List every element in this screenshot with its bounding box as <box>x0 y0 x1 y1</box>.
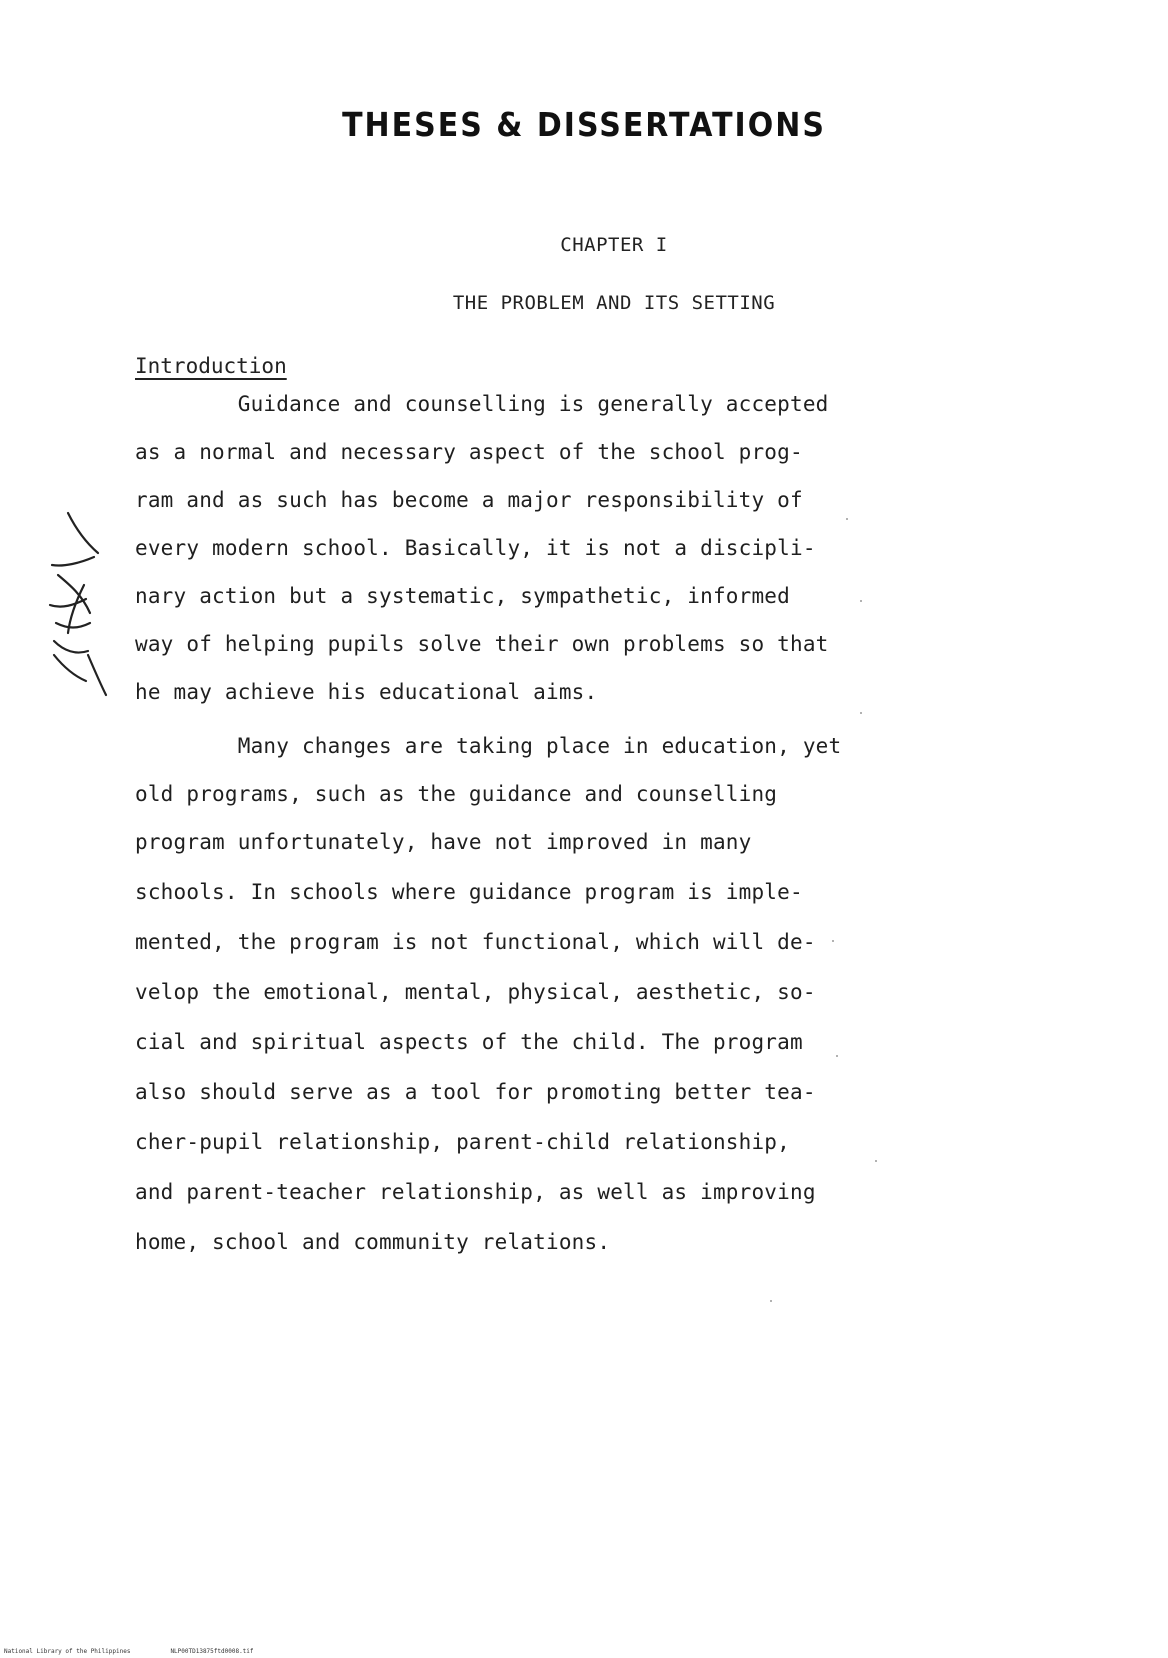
paragraph-line: every modern school. Basically, it is not a discipli- <box>135 536 816 560</box>
paragraph-line: schools. In schools where guidance program is imple- <box>135 880 803 904</box>
scan-speck <box>836 1055 838 1057</box>
footer-library: National Library of the Philippines <box>4 1648 131 1655</box>
paragraph-line: nary action but a systematic, sympathetic, informed <box>135 584 790 608</box>
paragraph-line: as a normal and necessary aspect of the school prog- <box>135 440 803 464</box>
paragraph-line: he may achieve his educational aims. <box>135 680 598 704</box>
paragraph-line: Guidance and counselling is generally accepted <box>135 392 829 416</box>
chapter-title: THE PROBLEM AND ITS SETTING <box>452 292 776 314</box>
paragraph-line: old programs, such as the guidance and counselling <box>135 782 778 806</box>
paragraph-line: also should serve as a tool for promoting better tea- <box>135 1080 816 1104</box>
paragraph-line: way of helping pupils solve their own problems so that <box>135 632 829 656</box>
section-heading: Introduction <box>135 354 287 378</box>
scan-footer <box>4 1648 254 1655</box>
paragraph-line: mented, the program is not functional, which will de- <box>135 930 816 954</box>
paragraph-line: velop the emotional, mental, physical, aesthetic, so- <box>135 980 816 1004</box>
scan-speck <box>832 940 834 942</box>
theses-dissertations-stamp: THESES & DISSERTATIONS <box>342 106 826 145</box>
paragraph-line: and parent-teacher relationship, as well as improving <box>135 1180 816 1204</box>
scan-speck <box>770 1300 772 1302</box>
paragraph-line: ram and as such has become a major responsibility of <box>135 488 803 512</box>
scan-speck <box>860 600 862 602</box>
chapter-number: CHAPTER I <box>560 234 668 256</box>
paragraph-line: program unfortunately, have not improved in many <box>135 830 752 854</box>
handwritten-signature <box>40 505 110 700</box>
paragraph-line: cial and spiritual aspects of the child. The program <box>135 1030 803 1054</box>
paragraph-line: Many changes are taking place in education, yet <box>135 734 842 758</box>
footer-filename: NLP00TD13875ftd0008.tif <box>170 1648 254 1655</box>
scan-speck <box>846 518 848 520</box>
paragraph-line: cher-pupil relationship, parent-child relationship, <box>135 1130 790 1154</box>
scan-speck <box>875 1160 877 1162</box>
paragraph-line: home, school and community relations. <box>135 1230 611 1254</box>
scan-speck <box>860 712 862 714</box>
